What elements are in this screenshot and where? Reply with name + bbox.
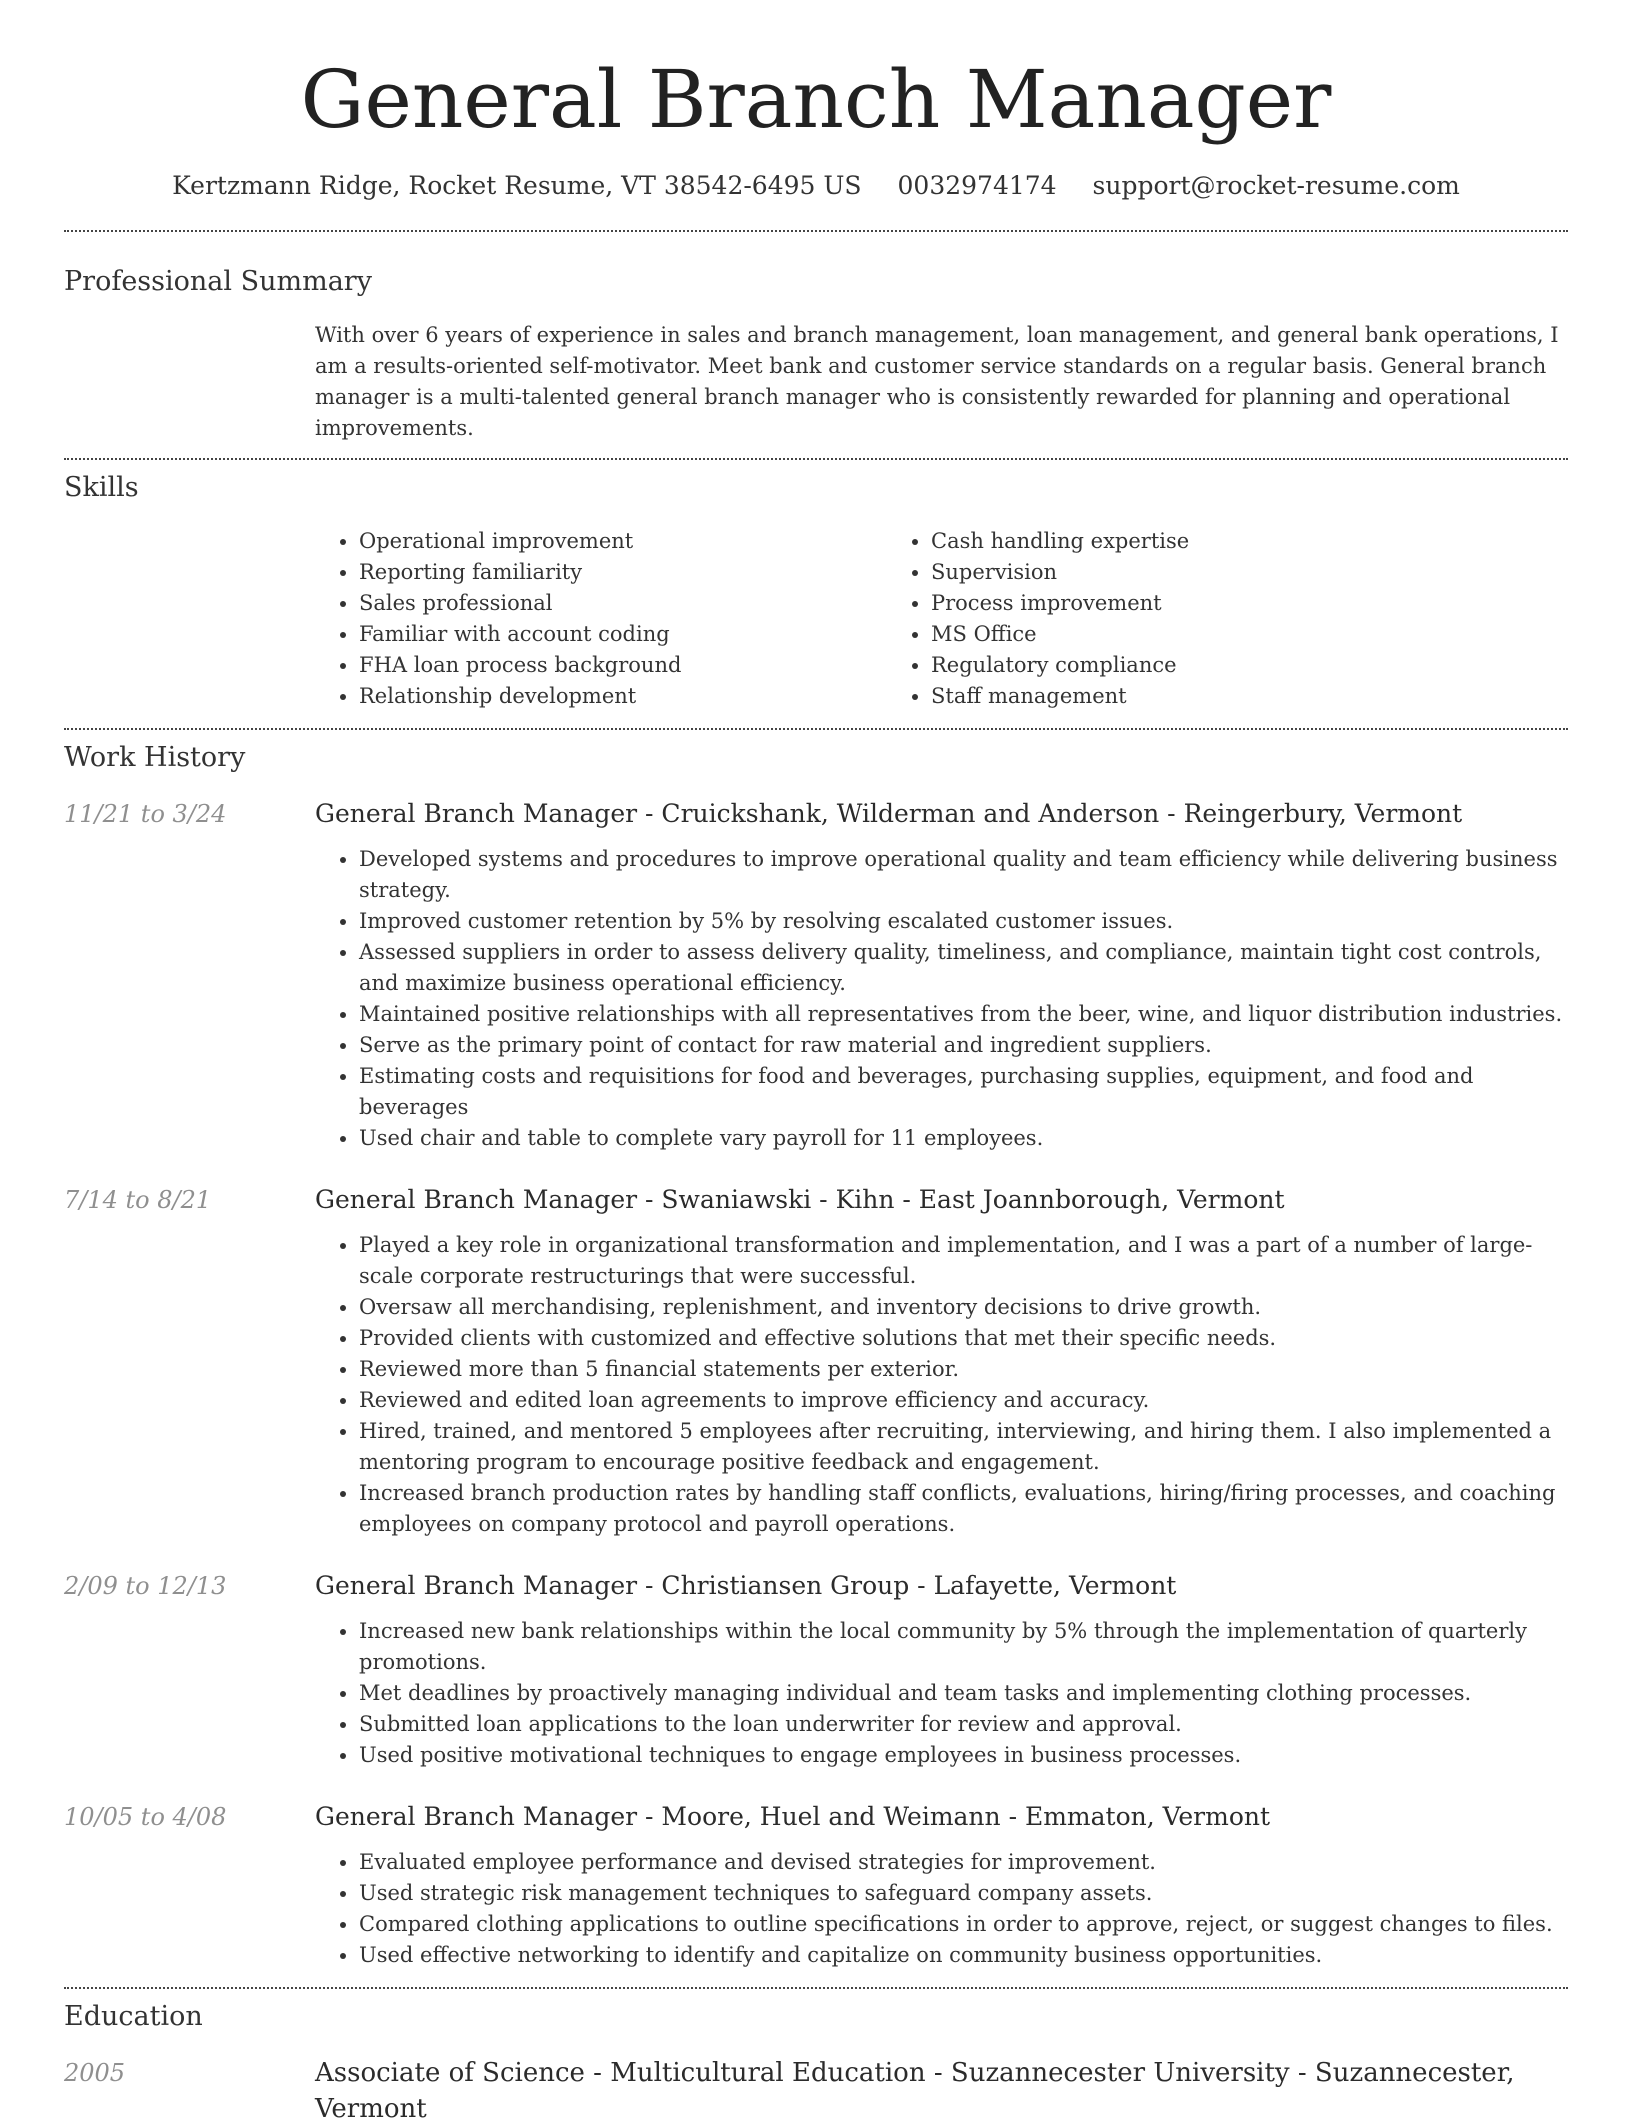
education-degree: Associate of Science - Multicultural Education - Suzannecester University - Suzannecester, Vermont [315, 2058, 1515, 2124]
job-bullet: • Increased new bank relationships within the local community by 5% through the implementation of quarterly promotions. [359, 1616, 1568, 1678]
job-bullet: • Used positive motivational techniques to engage employees in business processes. [359, 1740, 1568, 1771]
skills-heading: Skills [64, 472, 139, 503]
job-bullet: • Reviewed and edited loan agreements to improve efficiency and accuracy. [359, 1385, 1568, 1416]
job-dates: 11/21 to 3/24 [64, 800, 227, 828]
job-bullet: • Met deadlines by proactively managing individual and team tasks and implementing clothing processes. [359, 1678, 1568, 1709]
job-title: General Branch Manager - Cruickshank, Wilderman and Anderson - Reingerbury, Vermont [315, 799, 1463, 828]
contact-email: support@rocket-resume.com [1092, 171, 1460, 200]
skill-item: • Staff management [931, 681, 1459, 712]
work-history-section [64, 730, 1568, 1971]
job-bullet: • Used strategic risk management techniques to safeguard company assets. [359, 1878, 1568, 1909]
job-bullet: • Reviewed more than 5 financial statements per exterior. [359, 1354, 1568, 1385]
skill-item: • Cash handling expertise [931, 526, 1459, 557]
skill-item: • Familiar with account coding [359, 619, 887, 650]
job-bullets [315, 844, 1568, 1154]
job-bullets [315, 1847, 1568, 1971]
skill-item: • MS Office [931, 619, 1459, 650]
skill-item: • Process improvement [931, 588, 1459, 619]
job-entry [64, 796, 1568, 1154]
job-bullet: • Estimating costs and requisitions for food and beverages, purchasing supplies, equipment, and food and beverages [359, 1061, 1568, 1123]
job-bullet: • Serve as the primary point of contact for raw material and ingredient suppliers. [359, 1030, 1568, 1061]
job-bullet: • Used chair and table to complete vary payroll for 11 employees. [359, 1123, 1568, 1154]
job-title: General Branch Manager - Christiansen Group - Lafayette, Vermont [315, 1571, 1177, 1600]
resume-name: General Branch Manager [300, 53, 1332, 146]
job-bullet: • Maintained positive relationships with all representatives from the beer, wine, and liquor distribution industries. [359, 999, 1568, 1030]
job-bullet: • Provided clients with customized and effective solutions that met their specific needs. [359, 1323, 1568, 1354]
job-bullet: • Improved customer retention by 5% by resolving escalated customer issues. [359, 906, 1568, 937]
education-heading: Education [64, 2001, 203, 2032]
job-entry [64, 1182, 1568, 1540]
contact-phone: 0032974174 [897, 171, 1057, 200]
summary-section [64, 232, 1568, 444]
job-bullet: • Played a key role in organizational transformation and implementation, and I was a part of a number of large-scale corporate restructurings that were successful. [359, 1230, 1568, 1292]
skills-section [64, 460, 1568, 712]
job-bullets [315, 1230, 1568, 1540]
summary-heading: Professional Summary [64, 266, 372, 297]
job-bullet: • Assessed suppliers in order to assess delivery quality, timeliness, and compliance, maintain tight cost controls, and maximize business operational efficiency. [359, 937, 1568, 999]
job-bullet: • Compared clothing applications to outline specifications in order to approve, reject, or suggest changes to files. [359, 1909, 1568, 1940]
job-title: General Branch Manager - Moore, Huel and Weimann - Emmaton, Vermont [315, 1802, 1271, 1831]
work-history-heading: Work History [64, 742, 246, 773]
job-dates: 7/14 to 8/21 [64, 1186, 212, 1214]
job-dates: 2/09 to 12/13 [64, 1572, 227, 1600]
job-bullet: • Hired, trained, and mentored 5 employees after recruiting, interviewing, and hiring them. I also implemented a mentoring program to encourage positive feedback and engagement. [359, 1416, 1568, 1478]
skill-item: • Supervision [931, 557, 1459, 588]
skills-list-left [315, 526, 887, 712]
job-bullet: • Increased branch production rates by handling staff conflicts, evaluations, hiring/firing processes, and coaching employees on company protocol and payroll operations. [359, 1478, 1568, 1540]
job-bullet: • Submitted loan applications to the loan underwriter for review and approval. [359, 1709, 1568, 1740]
job-entry [64, 1568, 1568, 1771]
summary-text: With over 6 years of experience in sales and branch management, loan management, and general bank operations, I am a results-oriented self-motivator. Meet bank and customer service standards on a regular basis. General branch manager is a multi-talented general branch manager who is consistently rewarded for planning and operational improvements. [315, 323, 1559, 440]
job-bullet: • Used effective networking to identify and capitalize on community business opportunities. [359, 1940, 1568, 1971]
skill-item: • Regulatory compliance [931, 650, 1459, 681]
contact-address: Kertzmann Ridge, Rocket Resume, VT 38542-6495 US [172, 171, 862, 200]
skill-item: • FHA loan process background [359, 650, 887, 681]
job-bullet: • Developed systems and procedures to improve operational quality and team efficiency while delivering business strategy. [359, 844, 1568, 906]
job-title: General Branch Manager - Swaniawski - Kihn - East Joannborough, Vermont [315, 1185, 1285, 1214]
skill-item: • Relationship development [359, 681, 887, 712]
skill-item: • Sales professional [359, 588, 887, 619]
skills-list-right [887, 526, 1459, 712]
contact-line [64, 168, 1568, 204]
skill-item: • Operational improvement [359, 526, 887, 557]
job-bullet: • Oversaw all merchandising, replenishment, and inventory decisions to drive growth. [359, 1292, 1568, 1323]
job-entry [64, 1799, 1568, 1971]
education-section [64, 1989, 1568, 2127]
skill-item: • Reporting familiarity [359, 557, 887, 588]
job-bullets [315, 1616, 1568, 1771]
education-year: 2005 [64, 2059, 126, 2087]
job-bullet: • Evaluated employee performance and devised strategies for improvement. [359, 1847, 1568, 1878]
job-dates: 10/05 to 4/08 [64, 1803, 227, 1831]
